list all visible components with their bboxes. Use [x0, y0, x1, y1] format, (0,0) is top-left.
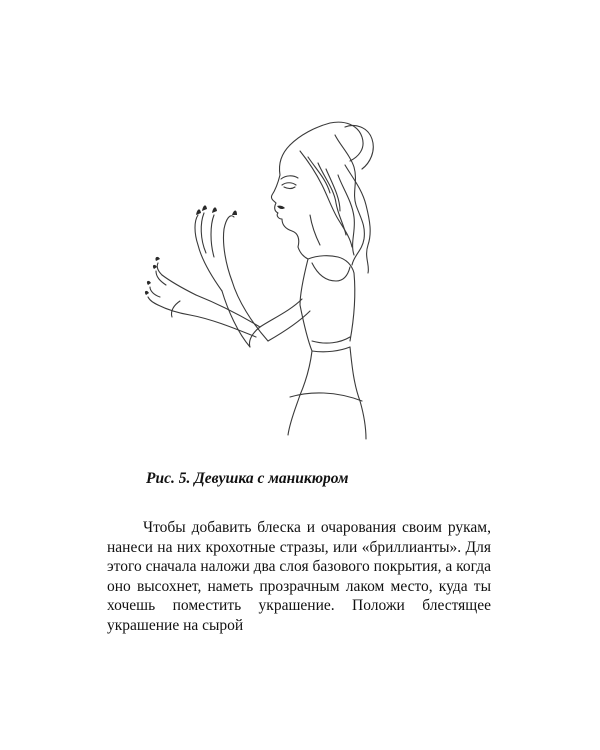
figure-caption: Рис. 5. Девушка с маникюром: [146, 470, 349, 487]
woman-manicure-drawing-icon: [140, 105, 390, 445]
body-paragraph: Чтобы добавить блеска и очарования своим рукам, нанеси на них крохотные стразы, или «бриллианты». Для этого сначала наложи два слоя базового покрытия, а когда оно высохнет, наметь прозрачным лаком место, куда ты хочешь поместить украшение. Положи блестящее украшение на сырой: [107, 519, 491, 634]
woman-manicure-illustration: [140, 105, 390, 445]
